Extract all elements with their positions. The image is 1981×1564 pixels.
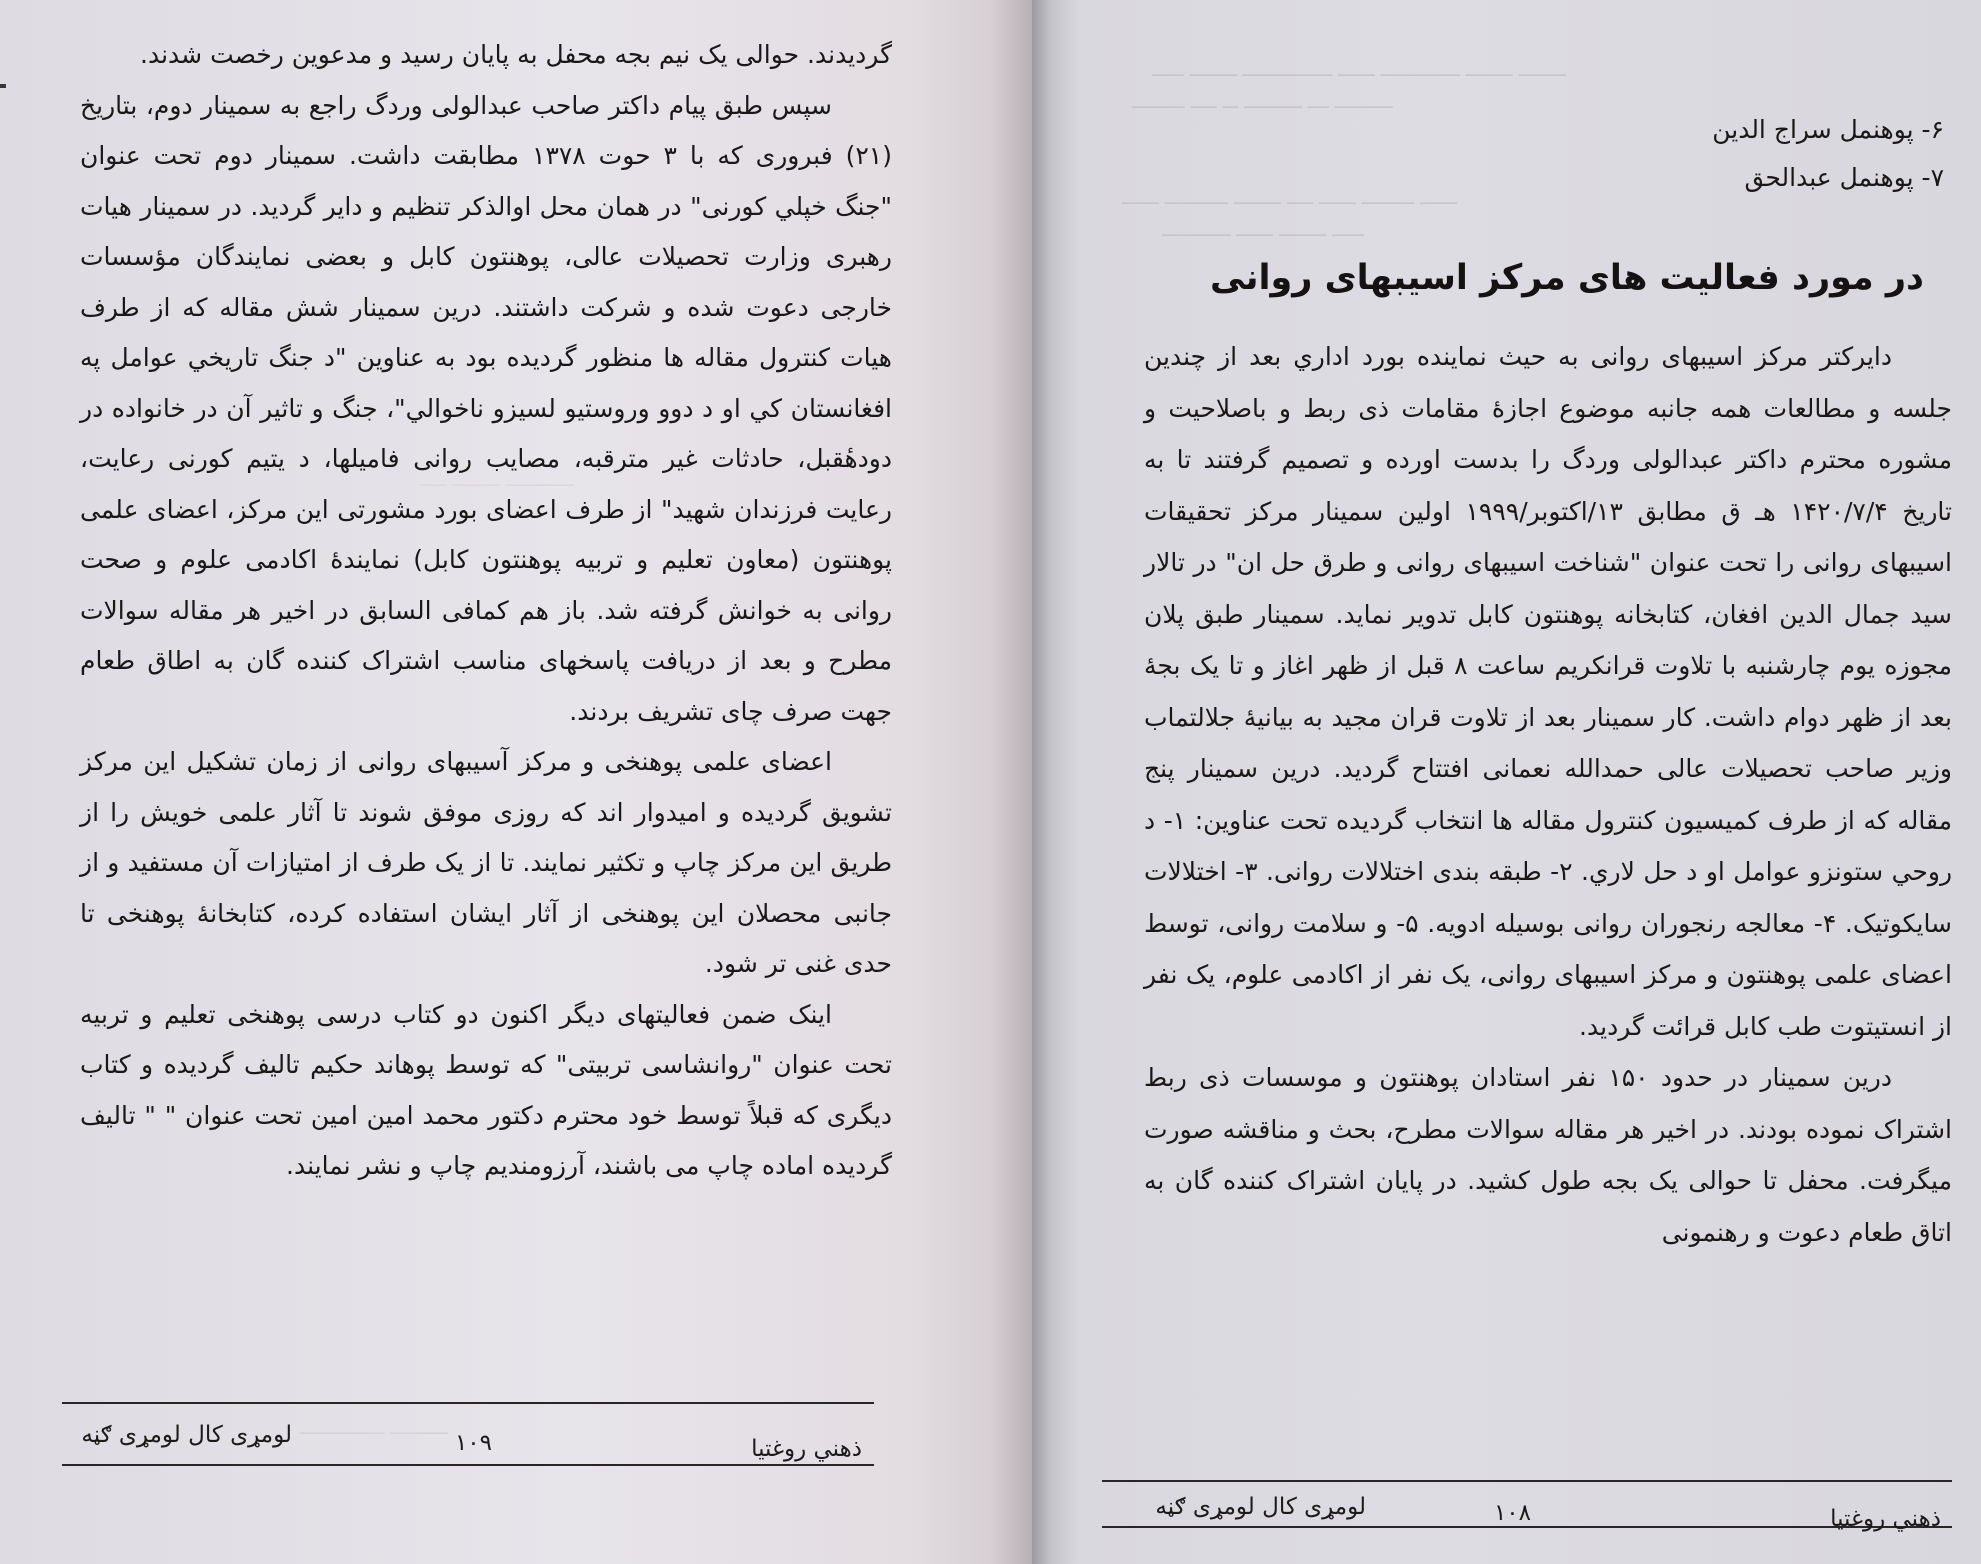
bleed-through-text: ـــــــــــ ــــــــــــــــ — [300, 1418, 449, 1439]
right-page — [1032, 0, 1981, 1564]
paragraph-2: سپس طبق پیام داکتر صاحب عبدالولی وردگ راجع به سمینار دوم، بتاریخ (۲۱) فبروری که با ۳ حوت ۱۳۷۸ مطابقت داشت. سمینار دوم تحت عنوان "جنگ خپلي کورنی" در همان محل اوالذکر تنظیم و دایر گردید. در سمینار هیات رهبری وزارت تحصیلات عالی، پوهنتون کابل و بعضی نمایندگان مؤسسات خارجی دعوت شده و شرکت داشتند. درین سمینار شش مقاله که از طرف هیات کنترول مقاله ها منظور گردیده بود به عناوین "د جنگ تاریخي عوامل په افغانستان کي او د دوو وروستیو لسیزو ناخوالي"، جنگ و تاثیر آن در خانواده در دودهٔقبل، حادثات غیر مترقبه، مصایب روانی فامیلها، د یتیم کورنی رعایت، رعایت فرزندان شهید" از طرف اعضای بورد مشورتی این مرکز، اعضای علمی پوهنتون (معاون تعلیم و تربیه پوهنتون کابل) نمایندهٔ اکادمی علوم و صحت روانی به خوانش گرفته شد. باز هم کمافی السابق در اخیر هر مقاله سوالات مطرح و بعد از دریافت پاسخهای مناسب اشتراک کننده گان به اطاق طعام جهت صرف چای تشریف بردند. — [80, 90, 892, 726]
footer-issue: لومړی کال لومړی ګڼه — [1155, 1494, 1366, 1520]
footer-page-number: ۱۰۸ — [1493, 1500, 1531, 1526]
member-list — [1144, 106, 1944, 202]
footer-rule-top — [1102, 1480, 1952, 1482]
footer-issue: لومړی کال لومړی ګڼه — [81, 1422, 292, 1448]
footer-journal-title: ذهني روغتیا — [751, 1436, 862, 1462]
bleed-through-text: ـــــــــــــ ـــــــــ ـــــ — [420, 470, 574, 491]
footer-page-number: ۱۰۹ — [454, 1430, 492, 1456]
margin-mark — [0, 84, 6, 88]
section-heading: در مورد فعالیت های مرکز اسیبهای روانی — [1209, 258, 1925, 298]
bleed-through-text: ـــــــ ــــــــــ ـــــــ ـــــ ـــــــــ ــــــــــــ ـــــــ — [1122, 188, 1457, 209]
paragraph-1: دایرکتر مرکز اسیبهای روانی به حیث نماینده بورد اداري بعد از چندین جلسه و مطالعات همه جانبه موضوع اجازهٔ مقامات ذی ربط و باصلاحیت و مشوره محترم داکتر عبدالولی وردگ را بدست اورده و تصمیم گرفتند تا به تاریخ ۱۴۲۰/۷/۴ هـ ق مطابق ۱۳/اکتوبر/۱۹۹۹ اولین سمینار مرکز تحقیقات اسیبهای روانی را تحت عنوان "شناخت اسیبهای روانی و طرق حل ان" در تالار سید جمال الدین افغان، کتابخانه پوهنتون کابل تدویر نماید. سمینار طبق پلان مجوزه یوم چارشنبه با تلاوت قرانکریم ساعت ۸ قبل از ظهر اغاز و تا یک بجهٔ بعد از ظهر دوام داشت. کار سمینار بعد از تلاوت قران مجید به بیانیهٔ جلالتماب وزیر صاحب تحصیلات عالی حمدالله نعمانی افتتاح گردید. درین سمینار پنج مقاله که از طرف کمیسیون کنترول مقاله ها انتخاب گردیده تحت عناوین: ۱- د روحي ستونزو عوامل او د حل لاري. ۲- طبقه بندی اختلالات روانی. ۳- اختلالات سایکوتیک. ۴- معالجه رنجوران روانی بوسیله ادویه. ۵- و سلامت روانی، توسط اعضای علمی پوهنتون و مرکز اسیبهای روانی، یک نفر از اکادمی علوم، یک نفر از انستیتوت طب کابل قرائت گردید. — [1144, 342, 1953, 1041]
bleed-through-text: ــــــ ـــــــــ ـــــــ ـــــــــــــ — [1162, 220, 1364, 241]
right-page-body — [1144, 331, 1952, 1258]
paragraph-3: اعضای علمی پوهنخی و مرکز آسیبهای روانی از زمان تشکیل این مرکز تشویق گردیده و امیدوار اند که روزی موفق شوند تا آثار علمی خویش را از طریق این مرکز چاپ و تکثیر نمایند. تا از یک طرف از امتیازات آن مستفید و از جانبی محصلان این پوهنخی از آثار ایشان استفاده کرده، کتابخانهٔ پوهنخی تا حدی غنی تر شود. — [80, 747, 892, 978]
list-item: ۷- پوهنمل عبدالحق — [1744, 163, 1944, 192]
footer-rule-bottom — [62, 1464, 874, 1466]
footer-rule-top — [62, 1402, 874, 1404]
footer-journal-title: ذهني روغتیا — [1830, 1506, 1941, 1532]
paragraph-1: گردیدند. حوالی یک نیم بجه محفل به پایان رسید و مدعوین رخصت شدند. — [140, 40, 892, 69]
left-page-body — [80, 30, 892, 1192]
footer-rule-bottom — [1102, 1526, 1952, 1528]
bleed-through-text: ـــــــــــ ــــ ـــــــــــ ـــ ـــــ ــــــــــ — [1132, 92, 1393, 113]
list-item: ۶- پوهنمل سراج الدین — [1712, 115, 1944, 144]
bleed-through-text: ـــــــــ ـــــــــ ـــــــــــــــ ـــــــ ـــــــــــــــــ ـــــــــ ــــــ — [1152, 60, 1567, 81]
paragraph-2: درین سمینار در حدود ۱۵۰ نفر استادان پوهنتون و موسسات ذی ربط اشتراک نموده بودند. در اخیر هر مقاله سوالات مطرح، بحث و مناقشه صورت میگرفت. محفل تا حوالی یک بجه طول کشید. در پایان اشتراک کننده گان به اتاق طعام دعوت و رهنمونی — [1144, 1063, 1952, 1247]
paragraph-4: اینک ضمن فعالیتهای دیگر اکنون دو کتاب درسی پوهنخی تعلیم و تربیه تحت عنوان "روانشاسی تربیتی" که توسط پوهاند حکیم تالیف گردیده و کتاب دیگری که قبلاً توسط خود محترم دکتور محمد امین امین تحت عنوان " " تالیف گردیده اماده چاپ می باشند، آرزومندیم چاپ و نشر نمایند. — [80, 999, 892, 1180]
